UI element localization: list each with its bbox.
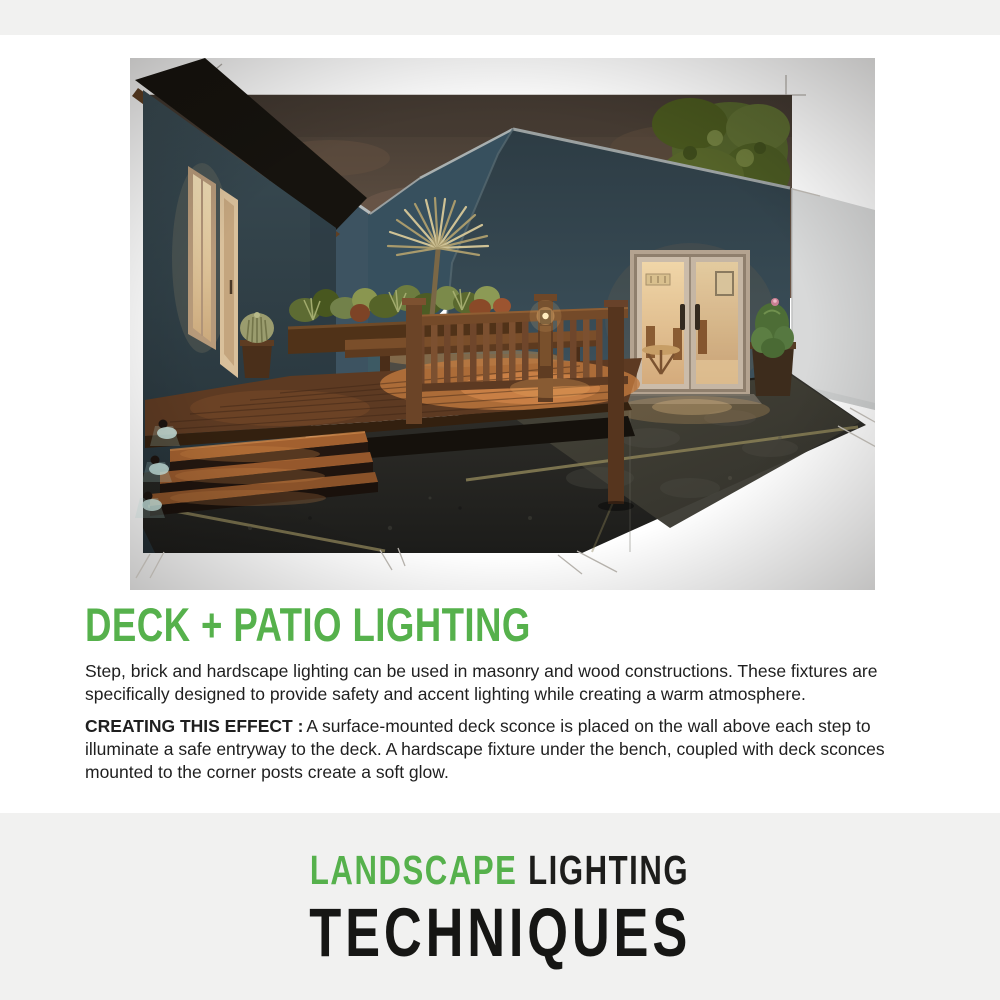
vignette-overlay (130, 58, 875, 590)
hero-render (130, 58, 875, 590)
effect-label: CREATING THIS EFFECT : (85, 716, 304, 736)
effect-text: A surface-mounted deck sconce is placed on the wall above each step to illuminate a safe entryway to the deck. A hardscape fixture under the bench, coupled with deck sconces mounted to the corner posts create a soft glow. (85, 716, 885, 782)
section-paragraph (85, 660, 937, 706)
brand-word-landscape: LANDSCAPE (310, 847, 518, 893)
brand-title-techniques: TECHNIQUES (309, 894, 691, 971)
brand-line (310, 847, 690, 893)
footer-band (0, 813, 1000, 1000)
section-title: DECK + PATIO LIGHTING (85, 598, 531, 651)
deck-patio-illustration (130, 58, 875, 590)
paragraph-text: Step, brick and hardscape lighting can be used in masonry and wood constructions. These fixtures are specifically designed to provide safety and accent lighting while creating a warm atmosphere. (85, 661, 878, 704)
section-body (85, 660, 937, 784)
brand-word-lighting: LIGHTING (528, 847, 690, 893)
top-border-strip (0, 0, 1000, 35)
effect-paragraph (85, 715, 937, 784)
